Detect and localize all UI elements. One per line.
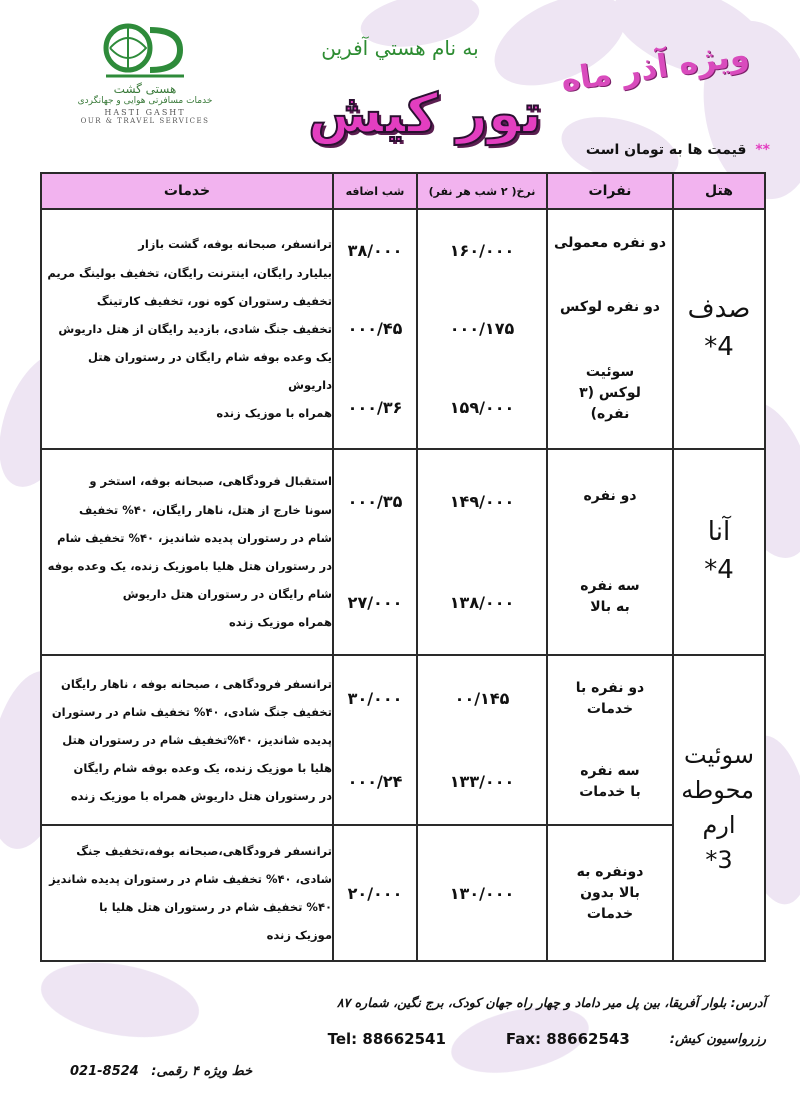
extra-night-price: ٢٧/٠٠٠ [347, 593, 403, 612]
logo-en-subtitle: OUR & TRAVEL SERVICES [80, 117, 210, 125]
extra-night-price: ٣٨/٠٠٠ [347, 240, 403, 260]
service-line: همراه موزيک زنده [229, 615, 332, 630]
table-row [41, 655, 765, 825]
hotline [40, 1064, 766, 1079]
table-row [41, 449, 765, 655]
hotel-name-cell [673, 655, 765, 961]
people-cell [547, 825, 673, 961]
people-cell [547, 209, 673, 449]
header-hotel: هتل [673, 173, 765, 209]
hotel-name: صدف [687, 294, 751, 325]
services-cell [41, 825, 333, 961]
reservation-label: رزرواسيون كيش: [669, 1031, 766, 1047]
service-line: ترانسفر فرودگاهی،صبحانه بوفه،تخفيف جنگ [76, 843, 332, 858]
room-type: سه نفره به بالا [580, 578, 640, 616]
table-row [41, 209, 765, 449]
extra-night-price: ٣۵/٠٠٠ [347, 492, 403, 511]
service-line: شام رايگان در رستوران هتل داريوش [122, 587, 332, 602]
service-line: در رستوران هتل هليا باموزيک زنده، يک وعده بوفه [47, 559, 332, 573]
extra-night-price: ٣٠/٠٠٠ [347, 689, 403, 708]
price-cell [417, 209, 547, 449]
services-cell [41, 449, 333, 655]
service-line: پديده شانديز، ۴٠%تخفيف شام در رستوران هتل [62, 732, 332, 747]
room-price: ١۶٠/٠٠٠ [449, 240, 515, 260]
room-type: سوئيت لوكس (٣ نفره) [579, 364, 641, 423]
service-line: ۴٠% تخفيف شام در رستوران هتل هليا با [99, 900, 332, 914]
room-price: ١٧۵/٠٠٠ [449, 319, 515, 339]
extra-night-cell [333, 449, 417, 655]
room-type: دو نفره با خدمات [575, 679, 645, 717]
hotel-stars: 3* [705, 845, 733, 874]
logo-fa-subtitle: خدمات مسافرتی هوایی و جهانگردی [77, 96, 213, 106]
fax-number: Fax: 88662543 [505, 1030, 630, 1048]
hotel-name: سوئيت محوطه ارم [681, 741, 754, 839]
service-line: تخفيف رستوران كوه نور، تخفيف كارتينگ [96, 293, 332, 308]
room-price: ١٣٠/٠٠٠ [417, 825, 547, 961]
room-type: دو نفره لوكس [560, 299, 660, 316]
header-services: خدمات [41, 173, 333, 209]
service-line: همراه با موزيک زنده [216, 406, 332, 421]
service-line: موزيک زنده [266, 928, 332, 943]
extra-night-price: ۴۵/٠٠٠ [347, 319, 403, 339]
price-cell [417, 655, 547, 825]
hotel-stars: 4* [704, 555, 734, 585]
service-line: شادی، ۴٠% تخفيف شام در رستوران پديده شانديز [49, 871, 332, 886]
contact-row [40, 1030, 766, 1048]
service-line: بيليارد رايگان، اينترنت رايگان، تخفيف بولينگ مريم [47, 265, 332, 280]
header-extra-night: شب اضافه [333, 173, 417, 209]
people-cell [547, 449, 673, 655]
service-line: استقبال فرودگاهی، صبحانه بوفه، استخر و [89, 474, 332, 489]
header-people: نفرات [547, 173, 673, 209]
room-price: ١٣٨/٠٠٠ [449, 593, 515, 612]
tour-price-table [40, 172, 766, 962]
extra-night-price: ٣۶/٠٠٠ [347, 398, 403, 418]
services-cell [41, 209, 333, 449]
price-note [500, 142, 770, 158]
price-note-text: قيمت ها به تومان است [585, 142, 747, 158]
service-line: سونا خارج از هتل، ناهار رايگان، ۴٠% تخفيف [78, 502, 332, 517]
company-logo [70, 20, 220, 160]
room-price: ١٣٣/٠٠٠ [449, 772, 515, 791]
table-row [41, 825, 765, 961]
room-type: سه نفره با خدمات [579, 762, 641, 800]
room-price: ١۵٩/٠٠٠ [449, 398, 515, 418]
extra-night-price: ٢٠/٠٠٠ [333, 825, 417, 961]
room-price: ١۴٩/٠٠٠ [449, 492, 515, 511]
extra-night-price: ٢۴/٠٠٠ [347, 772, 403, 791]
hotel-name-cell [673, 209, 765, 449]
service-line: ترانسفر فرودگاهی ، صبحانه بوفه ، ناهار رايگان [61, 676, 332, 691]
special-month-banner: ويژه آذر ماه [558, 34, 752, 100]
room-type: دو نفره معمولی [553, 234, 667, 251]
room-type: دو نفره [583, 487, 637, 504]
room-price: ١۴۵/٠٠ [454, 689, 510, 708]
services-cell [41, 655, 333, 825]
people-cell [547, 655, 673, 825]
service-line: ترانسفر، صبحانه بوفه، گشت بازار [138, 237, 332, 252]
table-header-row [41, 173, 765, 209]
tel-number: Tel: 88662541 [327, 1030, 446, 1048]
service-line: در رستوران هتل داريوش همراه با موزيک زنده [70, 789, 332, 804]
extra-night-cell [333, 655, 417, 825]
extra-night-cell [333, 209, 417, 449]
hotline-label: خط ويژه ۴ رقمی: [151, 1064, 253, 1079]
hotel-name-cell [673, 449, 765, 655]
basmala-heading: به نام هستي آفرين [321, 36, 479, 60]
service-line: تخفيف جنگ شادی، بازديد رايگان از هتل داريوش [58, 321, 332, 336]
service-line: يک وعده بوفه شام رايگان در رستوران هتل داريوش [87, 350, 332, 393]
price-cell [417, 449, 547, 655]
header-price: نرخ( ٢ شب هر نفر) [417, 173, 547, 209]
agency-address: آدرس: بلوار آفريقا، بين پل مير داماد و چهار راه جهان كودک، برج نگين، شماره ٨٧ [336, 995, 766, 1010]
hotline-number: 021-8524 [70, 1064, 139, 1079]
price-note-stars: ** [755, 142, 770, 158]
tour-title: تور كيش [308, 82, 542, 145]
hotel-stars: 4* [704, 332, 734, 362]
logo-fa-name: هستی گشت [113, 82, 177, 96]
logo-en-name: HASTI GASHT [104, 108, 186, 117]
service-line: تخفيف جنگ شادی، ۴٠% تخفيف شام در رستوران [51, 704, 332, 719]
service-line: شام در رستوران پديده شانديز، ۴٠% تخفيف شام [57, 530, 332, 545]
room-type: دونفره به بالا بدون خدمات [576, 863, 644, 922]
hotel-name: آنا [707, 517, 731, 548]
service-line: هليا با موزيک زنده، يک وعده بوفه شام رايگان [73, 761, 332, 776]
hasti-gasht-logo-icon [100, 20, 190, 80]
